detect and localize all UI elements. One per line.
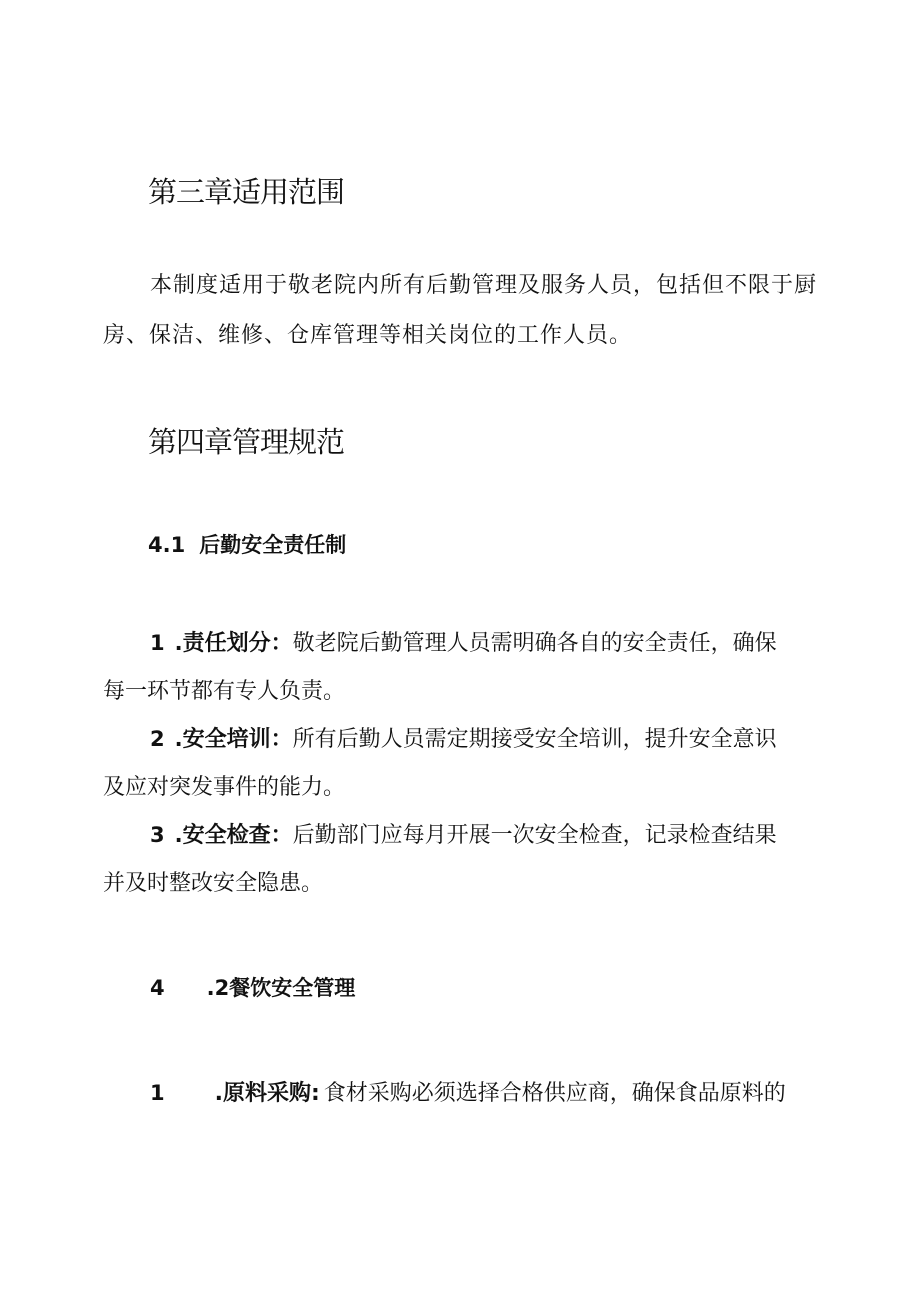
section-4-2-heading <box>150 972 355 1002</box>
item-3-number: 3 <box>150 823 165 847</box>
section-4-1-title: 后勤安全责任制 <box>199 533 347 557</box>
section-4-2-item-1-text-line-1: 食材采购必须选择合格供应商，确保食品原料的 <box>323 1081 786 1106</box>
item-1-text-line-2: 每一环节都有专人负责。 <box>103 679 346 704</box>
item-3-dot: . <box>174 823 183 847</box>
section-4-1-number: 4.1 <box>148 533 186 557</box>
section-4-2-item-1-label: .原料采购: <box>214 1081 320 1106</box>
item-2-label: 安全培训： <box>182 727 293 752</box>
chapter-4-title: 第四章管理规范 <box>148 425 345 459</box>
item-2-dot: . <box>174 727 183 751</box>
item-3-label: 安全检查： <box>182 823 293 848</box>
item-3-text-line-1: 后勤部门应每月开展一次安全检查，记录检查结果 <box>292 823 777 848</box>
chapter-3-paragraph-line-1: 本制度适用于敬老院内所有后勤管理及服务人员，包括但不限于厨 <box>150 273 818 298</box>
item-2-text-line-2: 及应对突发事件的能力。 <box>103 775 346 800</box>
section-4-2-number: 4 <box>150 976 165 1000</box>
section-4-2-item-1-line-1 <box>150 1076 786 1107</box>
item-2-text-line-1: 所有后勤人员需定期接受安全培训，提升安全意识 <box>292 727 777 752</box>
item-2-line-1 <box>150 722 777 753</box>
item-1-line-1 <box>150 626 777 657</box>
chapter-3-title: 第三章适用范围 <box>148 175 345 209</box>
section-4-2-item-1-number: 1 <box>150 1081 165 1105</box>
item-1-number: 1 <box>150 631 165 655</box>
section-4-1-heading <box>148 529 346 559</box>
item-3-line-1 <box>150 818 777 849</box>
chapter-3-paragraph-line-2: 房、保洁、维修、仓库管理等相关岗位的工作人员。 <box>103 323 633 348</box>
item-2-number: 2 <box>150 727 165 751</box>
item-1-label: 责任划分： <box>182 631 293 656</box>
section-4-2-title: .2餐饮安全管理 <box>206 976 356 1000</box>
item-1-text-line-1: 敬老院后勤管理人员需明确各自的安全责任，确保 <box>292 631 777 656</box>
item-1-dot: . <box>174 631 183 655</box>
item-3-text-line-2: 并及时整改安全隐患。 <box>103 871 324 896</box>
